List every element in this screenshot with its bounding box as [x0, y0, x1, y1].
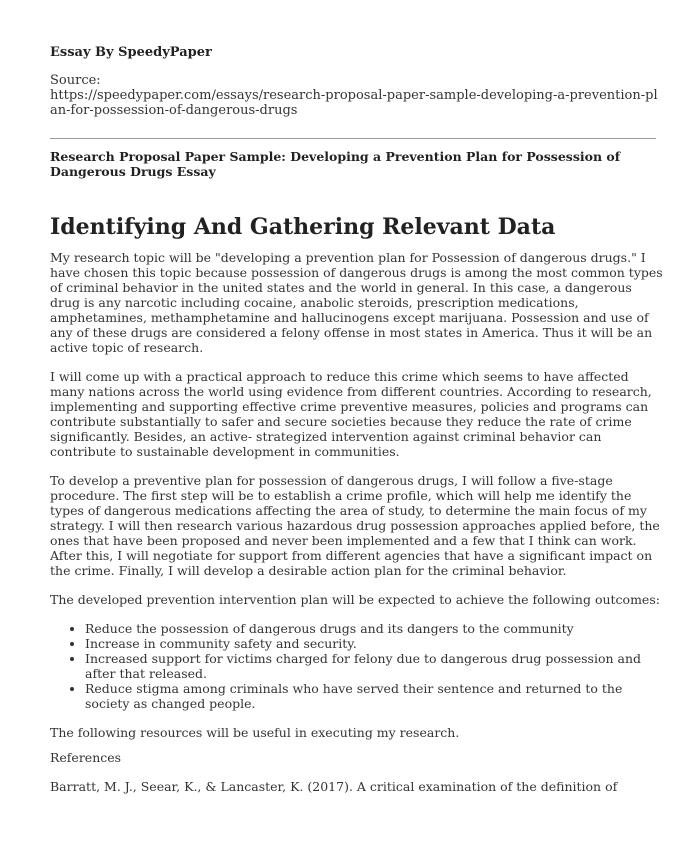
divider [50, 138, 656, 139]
document-title: Research Proposal Paper Sample: Developing a Prevention Plan for Possession of Dangerous Drugs Essay [50, 149, 621, 179]
closing-paragraph: The following resources will be useful in executing my research. [50, 725, 460, 740]
essay-body [50, 250, 663, 754]
paragraph-3: To develop a preventive plan for possession of dangerous drugs, I will follow a five-stage procedure. The first step will be to establish a crime profile, which will help me identify the types of dangerous medications affecting the area of study, to determine the main focus of my strategy. I will then research various hazardous drug possession approaches applied before, the ones that have been proposed and never been implemented and a few that I think can work. After this, I will negotiate for support from different agencies that have a significant impact on the crime. Finally, I will develop a desirable action plan for the criminal behavior. [50, 473, 660, 578]
source-label: Source: [50, 73, 101, 88]
paragraph-1: My research topic will be "developing a prevention plan for Possession of dangerous drugs." I have chosen this topic because possession of dangerous drugs is among the most common types of criminal behavior in the united states and the world in general. In this case, a dangerous drug is any narcotic including cocaine, anabolic steroids, prescription medications, amphetamines, methamphetamine and hallucinogens except marijuana. Possession and use of any of these drugs are considered a felony offense in most states in America. Thus it will be an active topic of research. [50, 250, 663, 355]
source-url: https://speedypaper.com/essays/research-proposal-paper-sample-developing-a-prevention-plan-for-possession-of-dangerous-drugs [50, 88, 658, 118]
paragraph-4: The developed prevention intervention plan will be expected to achieve the following outcomes: [50, 592, 660, 607]
list-item: • Reduce stigma among criminals who have served their sentence and returned to the society as changed people. [85, 681, 663, 711]
reference-entry: Barratt, M. J., Seear, K., & Lancaster, K. (2017). A critical examination of the definition of [50, 779, 618, 794]
source-block [50, 73, 660, 118]
list-item: • Increase in community safety and security. [85, 636, 663, 651]
list-item: • Reduce the possession of dangerous drugs and its dangers to the community [85, 621, 663, 636]
outcomes-list [50, 621, 663, 711]
brand-title: Essay By SpeedyPaper [50, 45, 212, 60]
references-label: References [50, 750, 122, 765]
paragraph-2: I will come up with a practical approach to reduce this crime which seems to have affected many nations across the world using evidence from different countries. According to research, implementing and supporting effective crime preventive measures, policies and programs can contribute substantially to safer and secure societies because they reduce the rate of crime significantly. Besides, an active- strategized intervention against criminal behavior can contribute to sustainable development in communities. [50, 369, 652, 459]
list-item: • Increased support for victims charged for felony due to dangerous drug possession and after that released. [85, 651, 663, 681]
section-heading: Identifying And Gathering Relevant Data [50, 214, 556, 240]
